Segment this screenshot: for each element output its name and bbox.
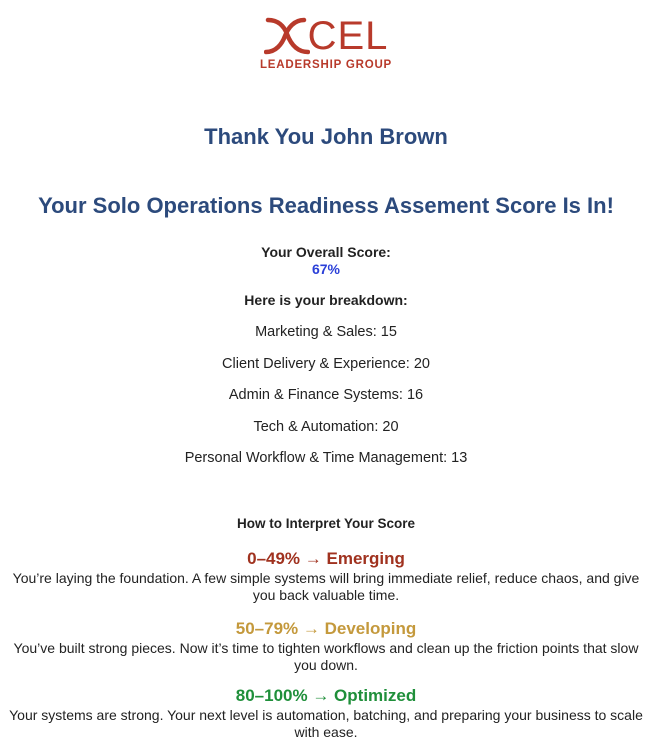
level-optimized: [0, 686, 652, 741]
breakdown-list: [0, 323, 652, 481]
level-developing-description: You’ve built strong pieces. Now it’s time to tighten workflows and clean up the friction points that slow you down.: [13, 640, 639, 673]
level-emerging: [0, 549, 652, 604]
level-developing-title: 50–79% → Developing: [235, 619, 417, 638]
breakdown-item-admin-finance: Admin & Finance Systems: 16: [228, 387, 424, 403]
level-optimized-title: 80–100% → Optimized: [235, 686, 417, 705]
logo-subtitle: LEADERSHIP GROUP: [259, 59, 393, 71]
logo-word: CEL: [307, 14, 389, 58]
interpret-title: How to Interpret Your Score: [236, 516, 416, 531]
logo-mark: [264, 16, 389, 56]
thank-you-heading: Thank You John Brown: [204, 124, 448, 149]
level-emerging-description: You’re laying the foundation. A few simple systems will bring immediate relief, reduce chaos, and give you back valuable time.: [12, 570, 640, 603]
xcel-logo: [0, 16, 652, 71]
breakdown-item-personal-workflow: Personal Workflow & Time Management: 13: [184, 450, 468, 466]
breakdown-title: Here is your breakdown:: [244, 292, 408, 308]
level-developing: [0, 619, 652, 674]
level-emerging-title: 0–49% → Emerging: [247, 549, 405, 568]
overall-score-label: Your Overall Score:: [261, 244, 391, 260]
breakdown-item-tech-automation: Tech & Automation: 20: [253, 418, 399, 435]
level-optimized-description: Your systems are strong. Your next level is automation, batching, and preparing your business to scale with ease.: [9, 707, 643, 740]
overall-score-value: 67%: [311, 261, 341, 277]
score-headline: Your Solo Operations Readiness Assement Score Is In!: [38, 193, 614, 218]
breakdown-item-client-delivery: Client Delivery & Experience: 20: [222, 355, 430, 372]
breakdown-item-marketing: Marketing & Sales: 15: [255, 324, 397, 340]
x-logo-icon: [264, 16, 310, 56]
